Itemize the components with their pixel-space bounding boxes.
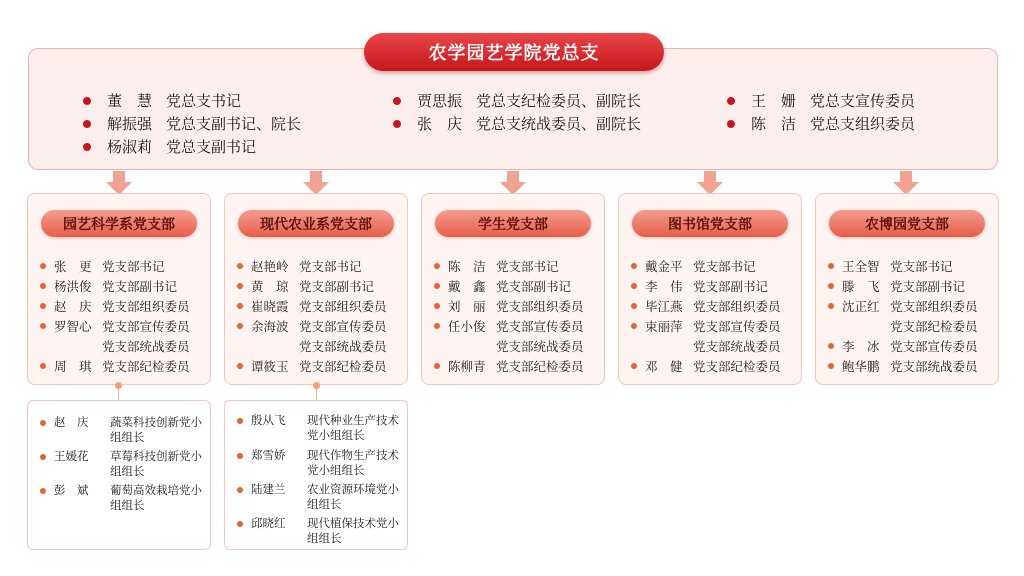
bullet-dot-icon (237, 418, 243, 424)
member-name: 罗智心 (54, 319, 92, 334)
member-role: 党支部副书记 (102, 279, 178, 294)
member-name: 陈 洁 (448, 259, 486, 274)
group-item (237, 482, 403, 512)
bullet-dot-icon (40, 454, 46, 460)
group-item (237, 448, 403, 478)
member-name: 戴 鑫 (448, 279, 486, 294)
bullet-dot-icon (828, 343, 834, 349)
member-role: 党支部统战委员 (496, 339, 584, 354)
member-name: 刘 丽 (448, 299, 486, 314)
leader-role: 党总支纪检委员、副院长 (476, 92, 642, 110)
bullet-dot-icon (237, 453, 243, 459)
leader-item (393, 89, 641, 112)
down-arrow-icon (500, 171, 526, 195)
member-name: 邓 健 (645, 359, 683, 374)
bullet-dot-icon (828, 283, 834, 289)
bullet-dot-icon (83, 97, 91, 105)
page-title: 农学园艺学院党总支 (364, 33, 664, 71)
bullet-dot-icon (631, 323, 637, 329)
member-name: 陈柳青 (448, 359, 486, 374)
member-row (237, 296, 403, 316)
group-leader-name: 邱晓红 (251, 516, 286, 530)
branch-title: 图书馆党支部 (632, 210, 788, 237)
member-name: 王全智 (842, 259, 880, 274)
member-name: 杨洪俊 (54, 279, 92, 294)
member-row (434, 356, 600, 376)
member-role: 党支部组织委员 (102, 299, 190, 314)
group-item (40, 483, 206, 513)
leaders-column-3 (727, 89, 915, 135)
branch-card (421, 193, 605, 385)
member-row (40, 356, 206, 376)
group-role: 现代植保技术党小组组长 (307, 516, 399, 545)
member-role: 党支部统战委员 (102, 339, 190, 354)
leader-role: 党总支统战委员、副院长 (476, 115, 642, 133)
member-row (237, 276, 403, 296)
down-arrow-icon (303, 171, 329, 195)
member-row (40, 316, 206, 336)
member-row (237, 336, 403, 356)
member-role: 党支部统战委员 (693, 339, 781, 354)
branch-title: 农博园党支部 (829, 210, 985, 237)
branch-card (618, 193, 802, 385)
bullet-dot-icon (393, 120, 401, 128)
down-arrow-icon (893, 171, 919, 195)
member-name: 滕 飞 (842, 279, 880, 294)
member-role: 党支部副书记 (299, 279, 375, 294)
bullet-dot-icon (434, 303, 440, 309)
leader-name: 董 慧 (107, 92, 153, 110)
member-row (828, 316, 994, 336)
member-role: 党支部副书记 (890, 279, 966, 294)
member-name: 赵 庆 (54, 299, 92, 314)
down-arrow-icon (106, 171, 132, 195)
bullet-dot-icon (631, 283, 637, 289)
member-name: 余海波 (251, 319, 289, 334)
leader-item (83, 135, 301, 158)
branch-title: 现代农业系党支部 (238, 210, 394, 237)
leader-role: 党总支副书记、院长 (166, 115, 302, 133)
group-leader-name: 赵 庆 (54, 415, 89, 429)
member-row (40, 296, 206, 316)
member-name: 束丽萍 (645, 319, 683, 334)
member-row (828, 256, 994, 276)
bullet-dot-icon (828, 263, 834, 269)
member-row (434, 336, 600, 356)
group-leader-name: 王媛花 (54, 449, 89, 463)
member-name: 李 冰 (842, 339, 880, 354)
bullet-dot-icon (237, 263, 243, 269)
branch-card (815, 193, 999, 385)
leader-item (393, 112, 641, 135)
member-role: 党支部副书记 (693, 279, 769, 294)
leader-role: 党总支组织委员 (810, 115, 916, 133)
leader-name: 陈 洁 (751, 115, 797, 133)
leader-item (727, 89, 915, 112)
member-role: 党支部纪检委员 (496, 359, 584, 374)
bullet-dot-icon (237, 487, 243, 493)
member-role: 党支部纪检委员 (299, 359, 387, 374)
member-role: 党支部宣传委员 (693, 319, 781, 334)
member-role: 党支部宣传委员 (890, 339, 978, 354)
member-role: 党支部纪检委员 (890, 319, 978, 334)
member-role: 党支部副书记 (496, 279, 572, 294)
member-row (237, 356, 403, 376)
bullet-dot-icon (393, 97, 401, 105)
leaders-column-1 (83, 89, 301, 158)
bullet-dot-icon (434, 363, 440, 369)
bullet-dot-icon (631, 263, 637, 269)
group-role: 现代作物生产技术党小组组长 (307, 448, 399, 477)
member-row (434, 256, 600, 276)
bullet-dot-icon (434, 283, 440, 289)
member-role: 党支部纪检委员 (102, 359, 190, 374)
member-row (434, 316, 600, 336)
party-group-card (27, 400, 211, 550)
group-role: 蔬菜科技创新党小组组长 (110, 415, 202, 444)
group-role: 现代种业生产技术党小组组长 (307, 413, 399, 442)
bullet-dot-icon (40, 420, 46, 426)
member-row (237, 256, 403, 276)
member-role: 党支部宣传委员 (102, 319, 190, 334)
member-name: 崔晓霞 (251, 299, 289, 314)
leader-role: 党总支副书记 (166, 138, 257, 156)
member-role: 党支部组织委员 (299, 299, 387, 314)
bullet-dot-icon (828, 363, 834, 369)
bullet-dot-icon (631, 303, 637, 309)
member-row (40, 276, 206, 296)
member-name: 谭筱玉 (251, 359, 289, 374)
down-arrow-icon (697, 171, 723, 195)
member-row (40, 256, 206, 276)
group-leader-name: 彭 斌 (54, 483, 89, 497)
party-group-card (224, 400, 408, 550)
group-role: 葡萄高效栽培党小组组长 (110, 483, 202, 512)
member-role: 党支部书记 (693, 259, 756, 274)
leader-role: 党总支书记 (166, 92, 242, 110)
member-row (434, 276, 600, 296)
member-name: 李 伟 (645, 279, 683, 294)
member-name: 赵艳岭 (251, 259, 289, 274)
member-row (631, 276, 797, 296)
leader-name: 张 庆 (417, 115, 463, 133)
bullet-dot-icon (83, 143, 91, 151)
branch-card (224, 193, 408, 385)
member-row (828, 296, 994, 316)
branch-title: 学生党支部 (435, 210, 591, 237)
member-role: 党支部书记 (890, 259, 953, 274)
bullet-dot-icon (40, 283, 46, 289)
connector-dot-icon (115, 382, 122, 389)
member-name: 黄 琼 (251, 279, 289, 294)
leader-item (83, 112, 301, 135)
member-row (631, 316, 797, 336)
group-leader-name: 郑雪娇 (251, 448, 286, 462)
member-name: 戴金平 (645, 259, 683, 274)
member-name: 鲍华鹏 (842, 359, 880, 374)
bullet-dot-icon (40, 488, 46, 494)
group-role: 草莓科技创新党小组组长 (110, 449, 202, 478)
member-role: 党支部组织委员 (890, 299, 978, 314)
leader-name: 解振强 (107, 115, 153, 133)
member-role: 党支部纪检委员 (693, 359, 781, 374)
member-name: 任小俊 (448, 319, 486, 334)
member-row (237, 316, 403, 336)
group-leader-name: 殷从飞 (251, 413, 286, 427)
member-name: 沈正红 (842, 299, 880, 314)
bullet-dot-icon (237, 303, 243, 309)
member-name: 毕江燕 (645, 299, 683, 314)
member-role: 党支部统战委员 (299, 339, 387, 354)
member-name: 周 琪 (54, 359, 92, 374)
bullet-dot-icon (727, 120, 735, 128)
bullet-dot-icon (237, 521, 243, 527)
bullet-dot-icon (828, 303, 834, 309)
bullet-dot-icon (83, 120, 91, 128)
group-leader-name: 陆建兰 (251, 482, 286, 496)
leader-name: 王 姗 (751, 92, 797, 110)
leaders-column-2 (393, 89, 641, 135)
bullet-dot-icon (434, 263, 440, 269)
member-row (40, 336, 206, 356)
bullet-dot-icon (40, 263, 46, 269)
branch-title: 园艺科学系党支部 (41, 210, 197, 237)
bullet-dot-icon (237, 363, 243, 369)
bullet-dot-icon (237, 323, 243, 329)
group-item (237, 413, 403, 443)
member-role: 党支部书记 (299, 259, 362, 274)
leader-name: 贾思振 (417, 92, 463, 110)
leader-name: 杨淑莉 (107, 138, 153, 156)
leader-item (83, 89, 301, 112)
group-role: 农业资源环境党小组组长 (307, 482, 399, 511)
member-role: 党支部书记 (496, 259, 559, 274)
leader-role: 党总支宣传委员 (810, 92, 916, 110)
member-role: 党支部书记 (102, 259, 165, 274)
member-role: 党支部宣传委员 (299, 319, 387, 334)
bullet-dot-icon (40, 303, 46, 309)
member-row (631, 356, 797, 376)
member-row (828, 276, 994, 296)
bullet-dot-icon (40, 323, 46, 329)
member-row (434, 296, 600, 316)
member-row (631, 256, 797, 276)
member-row (828, 336, 994, 356)
bullet-dot-icon (434, 323, 440, 329)
member-row (828, 356, 994, 376)
member-row (631, 296, 797, 316)
member-name: 张 更 (54, 259, 92, 274)
bullet-dot-icon (631, 363, 637, 369)
group-item (40, 415, 206, 445)
member-role: 党支部统战委员 (890, 359, 978, 374)
member-role: 党支部宣传委员 (496, 319, 584, 334)
member-row (631, 336, 797, 356)
member-role: 党支部组织委员 (693, 299, 781, 314)
bullet-dot-icon (237, 283, 243, 289)
branch-card (27, 193, 211, 385)
group-item (40, 449, 206, 479)
bullet-dot-icon (40, 363, 46, 369)
connector-dot-icon (313, 382, 320, 389)
group-item (237, 516, 403, 546)
leader-item (727, 112, 915, 135)
member-role: 党支部组织委员 (496, 299, 584, 314)
bullet-dot-icon (727, 97, 735, 105)
